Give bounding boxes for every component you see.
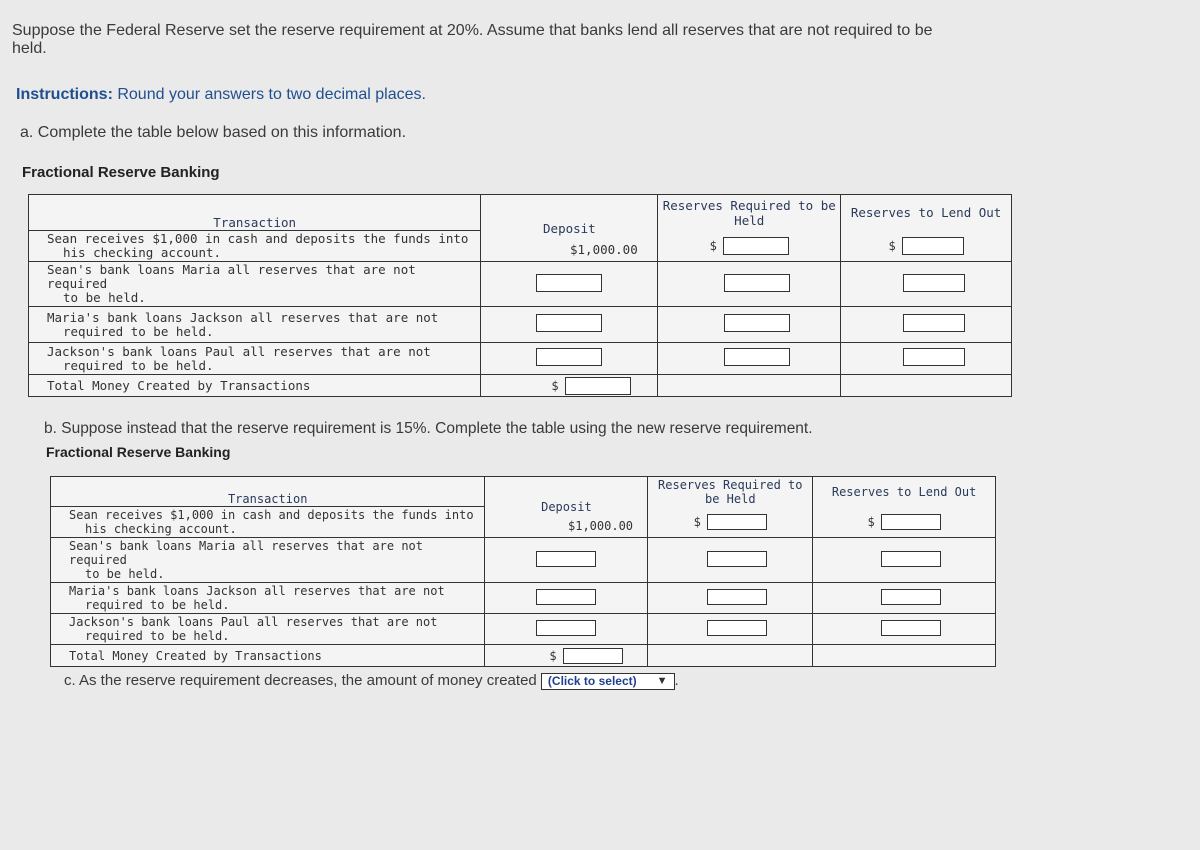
header-reserves-required: Reserves Required to be Held (658, 195, 841, 231)
required-cell (648, 538, 813, 583)
header-transaction: Transaction (29, 195, 481, 231)
table-b-title: Fractional Reserve Banking (46, 444, 231, 460)
table-a-title: Fractional Reserve Banking (22, 164, 220, 181)
header-reserves-lend: Reserves to Lend Out (841, 195, 1012, 231)
required-cell (648, 583, 813, 614)
deposit-cell (481, 343, 658, 375)
required-input-4[interactable] (724, 348, 790, 366)
total-deposit-cell: $ (485, 645, 648, 667)
total-lend-cell (841, 375, 1012, 397)
transaction-cell: Sean's bank loans Maria all reserves that are not required to be held. (29, 262, 481, 307)
total-required-cell (658, 375, 841, 397)
total-label: Total Money Created by Transactions (51, 645, 485, 667)
total-lend-cell (813, 645, 996, 667)
instructions-label: Instructions: (16, 86, 113, 103)
instructions-text: Round your answers to two decimal places. (117, 86, 426, 103)
lend-input-4[interactable] (903, 348, 965, 366)
header-deposit: Deposit (481, 195, 658, 262)
total-deposit-cell: $ (481, 375, 658, 397)
deposit-input-4[interactable] (536, 348, 602, 366)
required-cell (658, 262, 841, 307)
required-input-2[interactable] (724, 274, 790, 292)
question-line-2: held. (12, 40, 47, 57)
lend-cell (841, 343, 1012, 375)
total-label: Total Money Created by Transactions (29, 375, 481, 397)
table-row-total (51, 645, 996, 667)
lend-input-2[interactable] (881, 551, 941, 567)
header-reserves-lend: Reserves to Lend Out (813, 477, 996, 507)
required-cell (658, 343, 841, 375)
deposit-cell (485, 614, 648, 645)
deposit-input-3[interactable] (536, 314, 602, 332)
instructions (16, 86, 426, 104)
table-row-total (29, 375, 1012, 397)
lend-cell (841, 307, 1012, 343)
transaction-cell: Maria's bank loans Jackson all reserves that are not required to be held. (51, 583, 485, 614)
money-created-dropdown[interactable] (541, 673, 675, 690)
deposit-input-2[interactable] (536, 274, 602, 292)
required-input-1[interactable] (707, 514, 767, 530)
lend-input-3[interactable] (881, 589, 941, 605)
deposit-input-3[interactable] (536, 589, 596, 605)
lend-cell (813, 614, 996, 645)
fractional-reserve-table-b (50, 476, 996, 667)
required-input-4[interactable] (707, 620, 767, 636)
required-cell (648, 614, 813, 645)
part-c-text: c. As the reserve requirement decreases, the amount of money created (64, 672, 537, 689)
required-cell (658, 307, 841, 343)
transaction-cell: Sean receives $1,000 in cash and deposits the funds into his checking account. (51, 507, 485, 538)
transaction-cell: Maria's bank loans Jackson all reserves that are not required to be held. (29, 307, 481, 343)
part-b-prompt: b. Suppose instead that the reserve requirement is 15%. Complete the table using the new reserve requirement. (44, 420, 813, 437)
table-row (29, 262, 1012, 307)
header-transaction: Transaction (51, 477, 485, 507)
required-cell: $ (658, 231, 841, 262)
deposit-cell (485, 538, 648, 583)
transaction-cell: Jackson's bank loans Paul all reserves that are not required to be held. (51, 614, 485, 645)
lend-cell (813, 538, 996, 583)
lend-input-1[interactable] (902, 237, 964, 255)
table-row (29, 343, 1012, 375)
deposit-cell (481, 307, 658, 343)
table-row (29, 307, 1012, 343)
transaction-cell: Jackson's bank loans Paul all reserves that are not required to be held. (29, 343, 481, 375)
lend-cell: $ (841, 231, 1012, 262)
deposit-input-2[interactable] (536, 551, 596, 567)
total-required-cell (648, 645, 813, 667)
deposit-cell (481, 262, 658, 307)
deposit-cell (485, 583, 648, 614)
part-a-prompt: a. Complete the table below based on this information. (20, 124, 407, 141)
dropdown-selected: (Click to select) (547, 674, 637, 689)
lend-input-2[interactable] (903, 274, 965, 292)
lend-cell: $ (813, 507, 996, 538)
lend-cell (813, 583, 996, 614)
chevron-down-icon: ▼ (656, 675, 668, 688)
header-deposit: Deposit (485, 477, 648, 538)
first-deposit-value-b: $1,000.00 (568, 519, 634, 533)
required-input-2[interactable] (707, 551, 767, 567)
table-row (51, 614, 996, 645)
lend-input-4[interactable] (881, 620, 941, 636)
table-row (51, 538, 996, 583)
required-input-1[interactable] (723, 237, 789, 255)
part-c-prompt (64, 672, 679, 690)
required-input-3[interactable] (707, 589, 767, 605)
fractional-reserve-table-a (28, 194, 1012, 397)
required-cell: $ (648, 507, 813, 538)
lend-input-1[interactable] (881, 514, 941, 530)
lend-cell (841, 262, 1012, 307)
required-input-3[interactable] (724, 314, 790, 332)
transaction-cell: Sean's bank loans Maria all reserves that are not required to be held. (51, 538, 485, 583)
transaction-cell: Sean receives $1,000 in cash and deposits the funds into his checking account. (29, 231, 481, 262)
total-deposit-input[interactable] (565, 377, 631, 395)
lend-input-3[interactable] (903, 314, 965, 332)
deposit-input-4[interactable] (536, 620, 596, 636)
table-row (51, 583, 996, 614)
question-line-1: Suppose the Federal Reserve set the reserve requirement at 20%. Assume that banks lend all reserves that are not required to be (12, 22, 933, 39)
part-c-period: . (674, 672, 679, 689)
total-deposit-input[interactable] (563, 648, 623, 664)
first-deposit-value-a: $1,000.00 (570, 242, 638, 257)
header-reserves-required: Reserves Required to be Held (648, 477, 813, 507)
